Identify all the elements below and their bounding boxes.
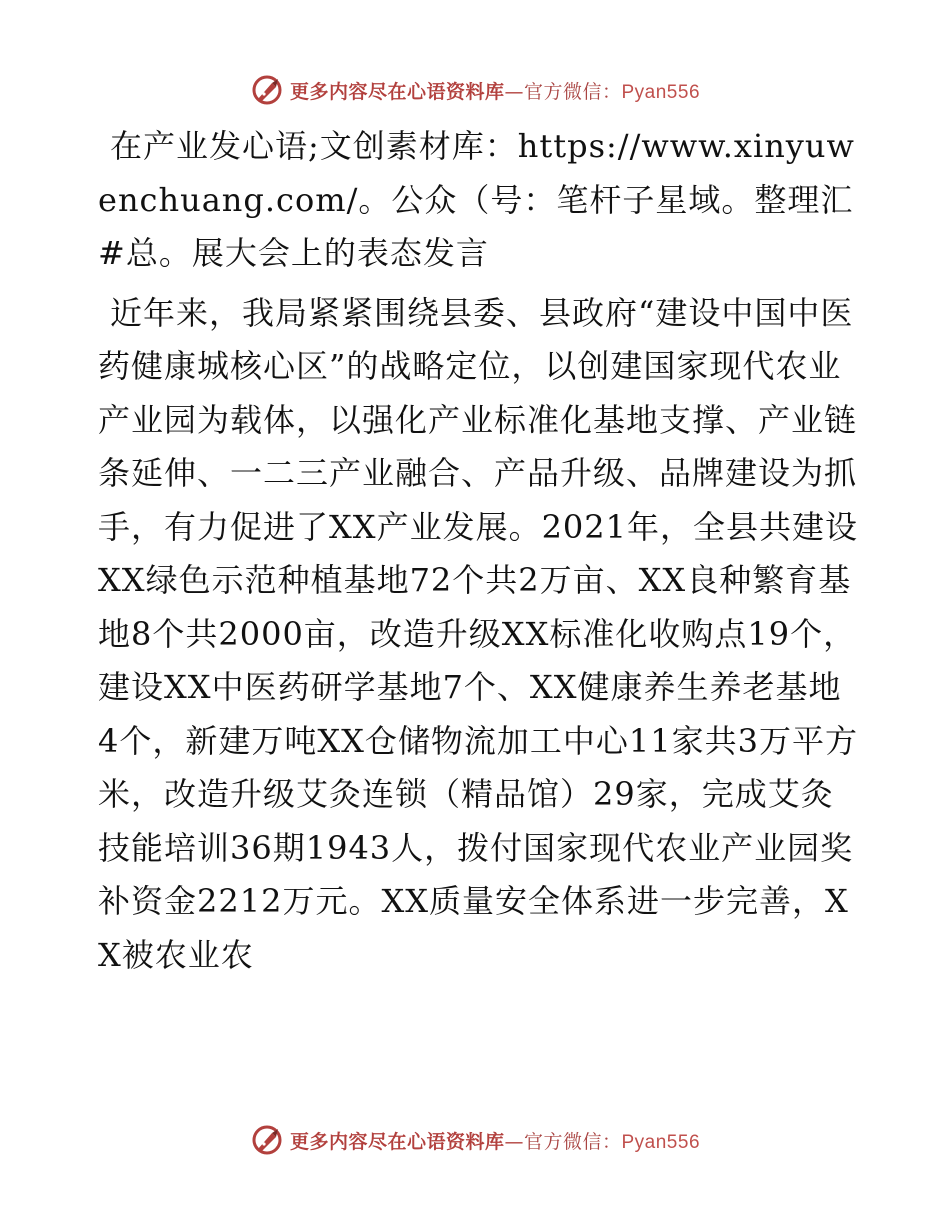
header-banner (0, 70, 950, 110)
document-body (98, 120, 858, 982)
pen-nib-logo-icon (250, 73, 284, 107)
footer-banner (0, 1120, 950, 1160)
footer-wechat-label: 官方微信： (523, 1130, 622, 1153)
header-separator: — (504, 80, 524, 103)
footer-wechat-handle: Pyan556 (621, 1131, 701, 1153)
header-brand-text: 更多内容尽在心语资料库 (289, 80, 505, 103)
header-wechat-handle: Pyan556 (621, 81, 701, 103)
header-wechat-label: 官方微信： (523, 80, 622, 103)
body-paragraph: 近年来，我局紧紧围绕县委、县政府“建设中国中医药健康城核心区”的战略定位，以创建国家现代农业产业园为载体，以强化产业标准化基地支撑、产业链条延伸、一二三产业融合、产品升级、品牌建设为抓手，有力促进了XX产业发展。2021年，全县共建设XX绿色示范种植基地72个共2万亩、XX良种繁育基地8个共2000亩，改造升级XX标准化收购点19个，建设XX中医药研学基地7个、XX健康养生养老基地4个，新建万吨XX仓储物流加工中心11家共3万平方米，改造升级艾灸连锁（精品馆）29家，完成艾灸技能培训36期1943人，拨付国家现代农业产业园奖补资金2212万元。XX质量安全体系进一步完善，XX被农业农 (98, 293, 859, 974)
header-banner-text (290, 77, 700, 104)
pen-nib-logo-icon (250, 1123, 284, 1157)
footer-separator: — (504, 1130, 524, 1153)
footer-brand-text: 更多内容尽在心语资料库 (289, 1130, 505, 1153)
header-banner-inner (250, 73, 700, 107)
footer-banner-inner (250, 1123, 700, 1157)
title-paragraph: 在产业发心语;文创素材库：https://www.xinyuwenchuang.com/。公众（号：笔杆子星域。整理汇#总。展大会上的表态发言 (98, 127, 855, 272)
footer-banner-text (290, 1127, 700, 1154)
